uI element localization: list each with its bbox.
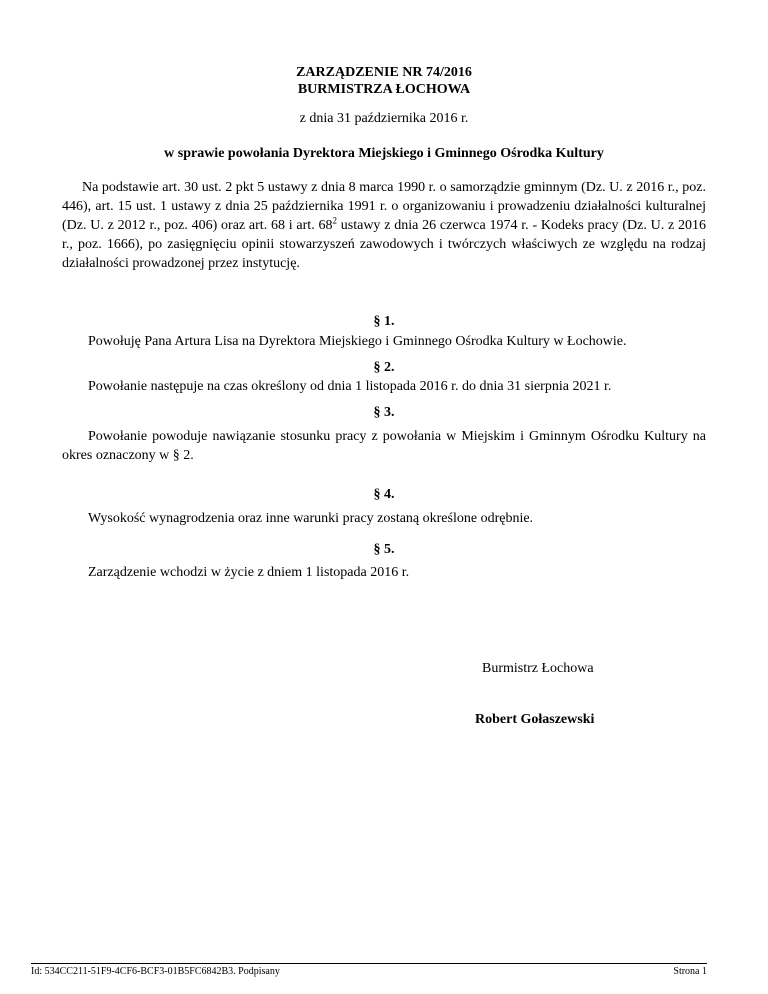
preamble-text-2: ustawy z dnia 26 czerwca 1974 r. - Kodeks pracy (Dz. U. z 2016 r., poz. 1666), po zasięgnięciu opinii stowarzyszeń zawodowych i twórczych właściwych ze względu na rodzaj działalności prowadzonej przez instytucję. xyxy=(62,218,706,271)
paragraph-5-heading: § 5. xyxy=(373,542,395,557)
paragraph-1-heading: § 1. xyxy=(373,314,395,329)
preamble xyxy=(62,178,706,273)
title-line-2: BURMISTRZA ŁOCHOWA xyxy=(297,82,471,97)
signature-name: Robert Gołaszewski xyxy=(475,712,595,727)
footer-page-number: Strona 1 xyxy=(673,966,707,977)
preamble-text-1: Na podstawie art. 30 ust. 2 pkt 5 ustawy z dnia 8 marca 1990 r. o samorządzie gminnym (Dz. U. z 2016 r., poz. 446), art. 15 ust. 1 ustawy z dnia 25 października 1991 r. o organizowaniu i prowadzeniu działalności kulturalnej (Dz. U. z 2012 r., poz. 406) oraz art. 68 i art. 68 xyxy=(62,180,706,233)
footer-document-id: Id: 534CC211-51F9-4CF6-BCF3-01B5FC6842B3. Podpisany xyxy=(31,966,280,977)
paragraph-4-heading: § 4. xyxy=(373,487,395,502)
paragraph-2-text: Powołanie następuje na czas określony od dnia 1 listopada 2016 r. do dnia 31 sierpnia 2021 r. xyxy=(88,379,612,394)
paragraph-5-text: Zarządzenie wchodzi w życie z dniem 1 listopada 2016 r. xyxy=(88,565,410,580)
footer-divider xyxy=(31,963,707,964)
document-title xyxy=(0,64,768,98)
paragraph-3-text: Powołanie powoduje nawiązanie stosunku pracy z powołania w Miejskim i Gminnym Ośrodku Kultury na okres oznaczony w § 2. xyxy=(62,429,706,463)
document-date: z dnia 31 października 2016 r. xyxy=(299,111,469,126)
signature-title: Burmistrz Łochowa xyxy=(482,661,594,676)
document-subject: w sprawie powołania Dyrektora Miejskiego i Gminnego Ośrodka Kultury xyxy=(164,146,604,161)
preamble-superscript: 2 xyxy=(332,215,337,226)
paragraph-3-heading: § 3. xyxy=(373,405,395,420)
title-line-1: ZARZĄDZENIE NR 74/2016 xyxy=(296,65,472,80)
paragraph-4-text: Wysokość wynagrodzenia oraz inne warunki pracy zostaną określone odrębnie. xyxy=(88,511,534,526)
paragraph-2-heading: § 2. xyxy=(373,360,395,375)
paragraph-1-text: Powołuję Pana Artura Lisa na Dyrektora Miejskiego i Gminnego Ośrodka Kultury w Łochowie. xyxy=(88,334,627,349)
